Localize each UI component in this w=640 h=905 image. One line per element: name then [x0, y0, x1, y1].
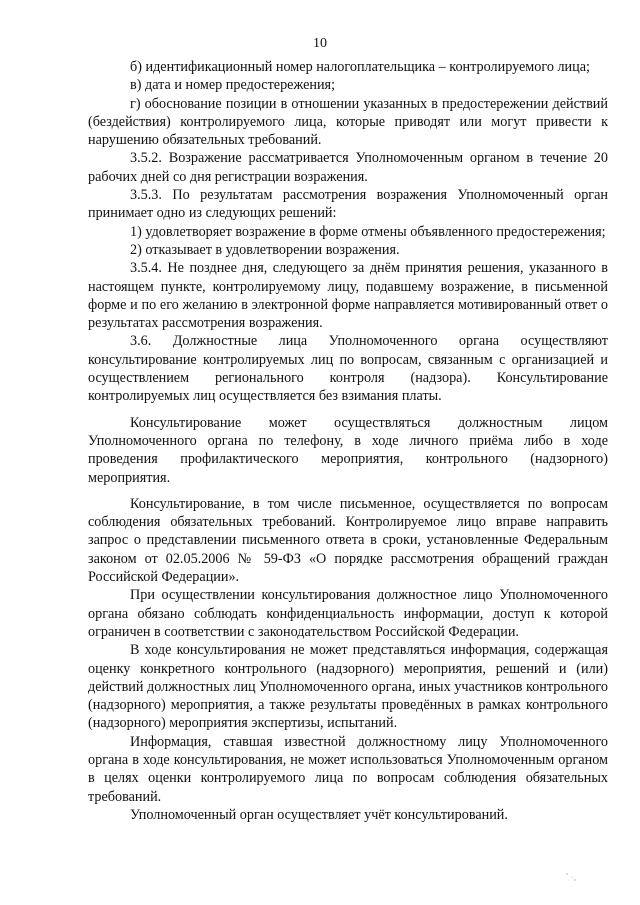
paragraph-restrictions: В ходе консультирования не может представляться информация, содержащая оценку конкретного контрольного (надзорного) мероприятия, решений и (или) действий должностных лиц Уполномоченного органа, иных участников контрольного (надзорного) мероприятия, а также результаты проведённых в рамках контрольного (надзорного) мероприятия экспертизы, испытаний. — [88, 642, 608, 732]
paragraph-g: г) обоснование позиции в отношении указанных в предостережении действий (бездействия) контролируемого лица, которые приводят или могут привести к нарушению обязательных требований. — [88, 95, 608, 149]
paragraph-decision-2: 2) отказывает в удовлетворении возражения. — [130, 241, 400, 258]
paragraph-confidentiality: При осуществлении консультирования должностное лицо Уполномоченного органа обязано соблюдать конфиденциальность информации, доступ к которой ограничен в соответствии с законодательством Российской Федерации. — [88, 587, 608, 640]
scan-artifact — [564, 871, 578, 883]
paragraph-3-5-4: 3.5.4. Не позднее дня, следующего за днём принятия решения, указанного в настоящем пункте, контролируемому лицу, подавшему возражение, в письменной форме и по его желанию в электронной форме направляется мотивированный ответ о результатах рассмотрения возражения. — [88, 260, 608, 332]
paragraph-consulting-written: Консультирование, в том числе письменное, осуществляется по вопросам соблюдения обязательных требований. Контролируемое лицо вправе направить запрос о представлении письменного ответа в сроки, установленные Федеральным законом от 02.05.2006 № 59-ФЗ «О порядке рассмотрения обращений граждан Российской Федерации». — [88, 495, 608, 586]
paragraph-3-6: 3.6. Должностные лица Уполномоченного органа осуществляют консультирование контролируемых лиц по вопросам, связанным с организацией и осуществлением регионального контроля (надзора). Консультирование контролируемых лиц осуществляется без взимания платы. — [88, 333, 608, 405]
paragraph-3-5-3: 3.5.3. По результатам рассмотрения возражения Уполномоченный орган принимает одно из следующих решений: — [88, 187, 608, 222]
page-number: 10 — [313, 36, 327, 51]
paragraph-b: б) идентификационный номер налогоплательщика – контролируемого лица; — [130, 59, 590, 75]
paragraph-consulting-means: Консультирование может осуществляться должностным лицом Уполномоченного органа по телефону, в ходе личного приёма либо в ходе проведения профилактического мероприятия, контрольного (надзорного) мероприятия. — [88, 414, 608, 486]
paragraph-v: в) дата и номер предостережения; — [130, 77, 336, 94]
document-body — [88, 58, 608, 824]
paragraph-accounting: Уполномоченный орган осуществляет учёт консультирований. — [130, 806, 508, 823]
paragraph-3-5-2: 3.5.2. Возражение рассматривается Уполномоченным органом в течение 20 рабочих дней со дня регистрации возражения. — [88, 150, 608, 185]
paragraph-decision-1: 1) удовлетворяет возражение в форме отмены объявленного предостережения; — [130, 223, 606, 240]
paragraph-information-use: Информация, ставшая известной должностному лицу Уполномоченного органа в ходе консультирования, не может использоваться Уполномоченным органом в целях оценки контролируемого лица по вопросам соблюдения обязательных требований. — [88, 733, 608, 805]
